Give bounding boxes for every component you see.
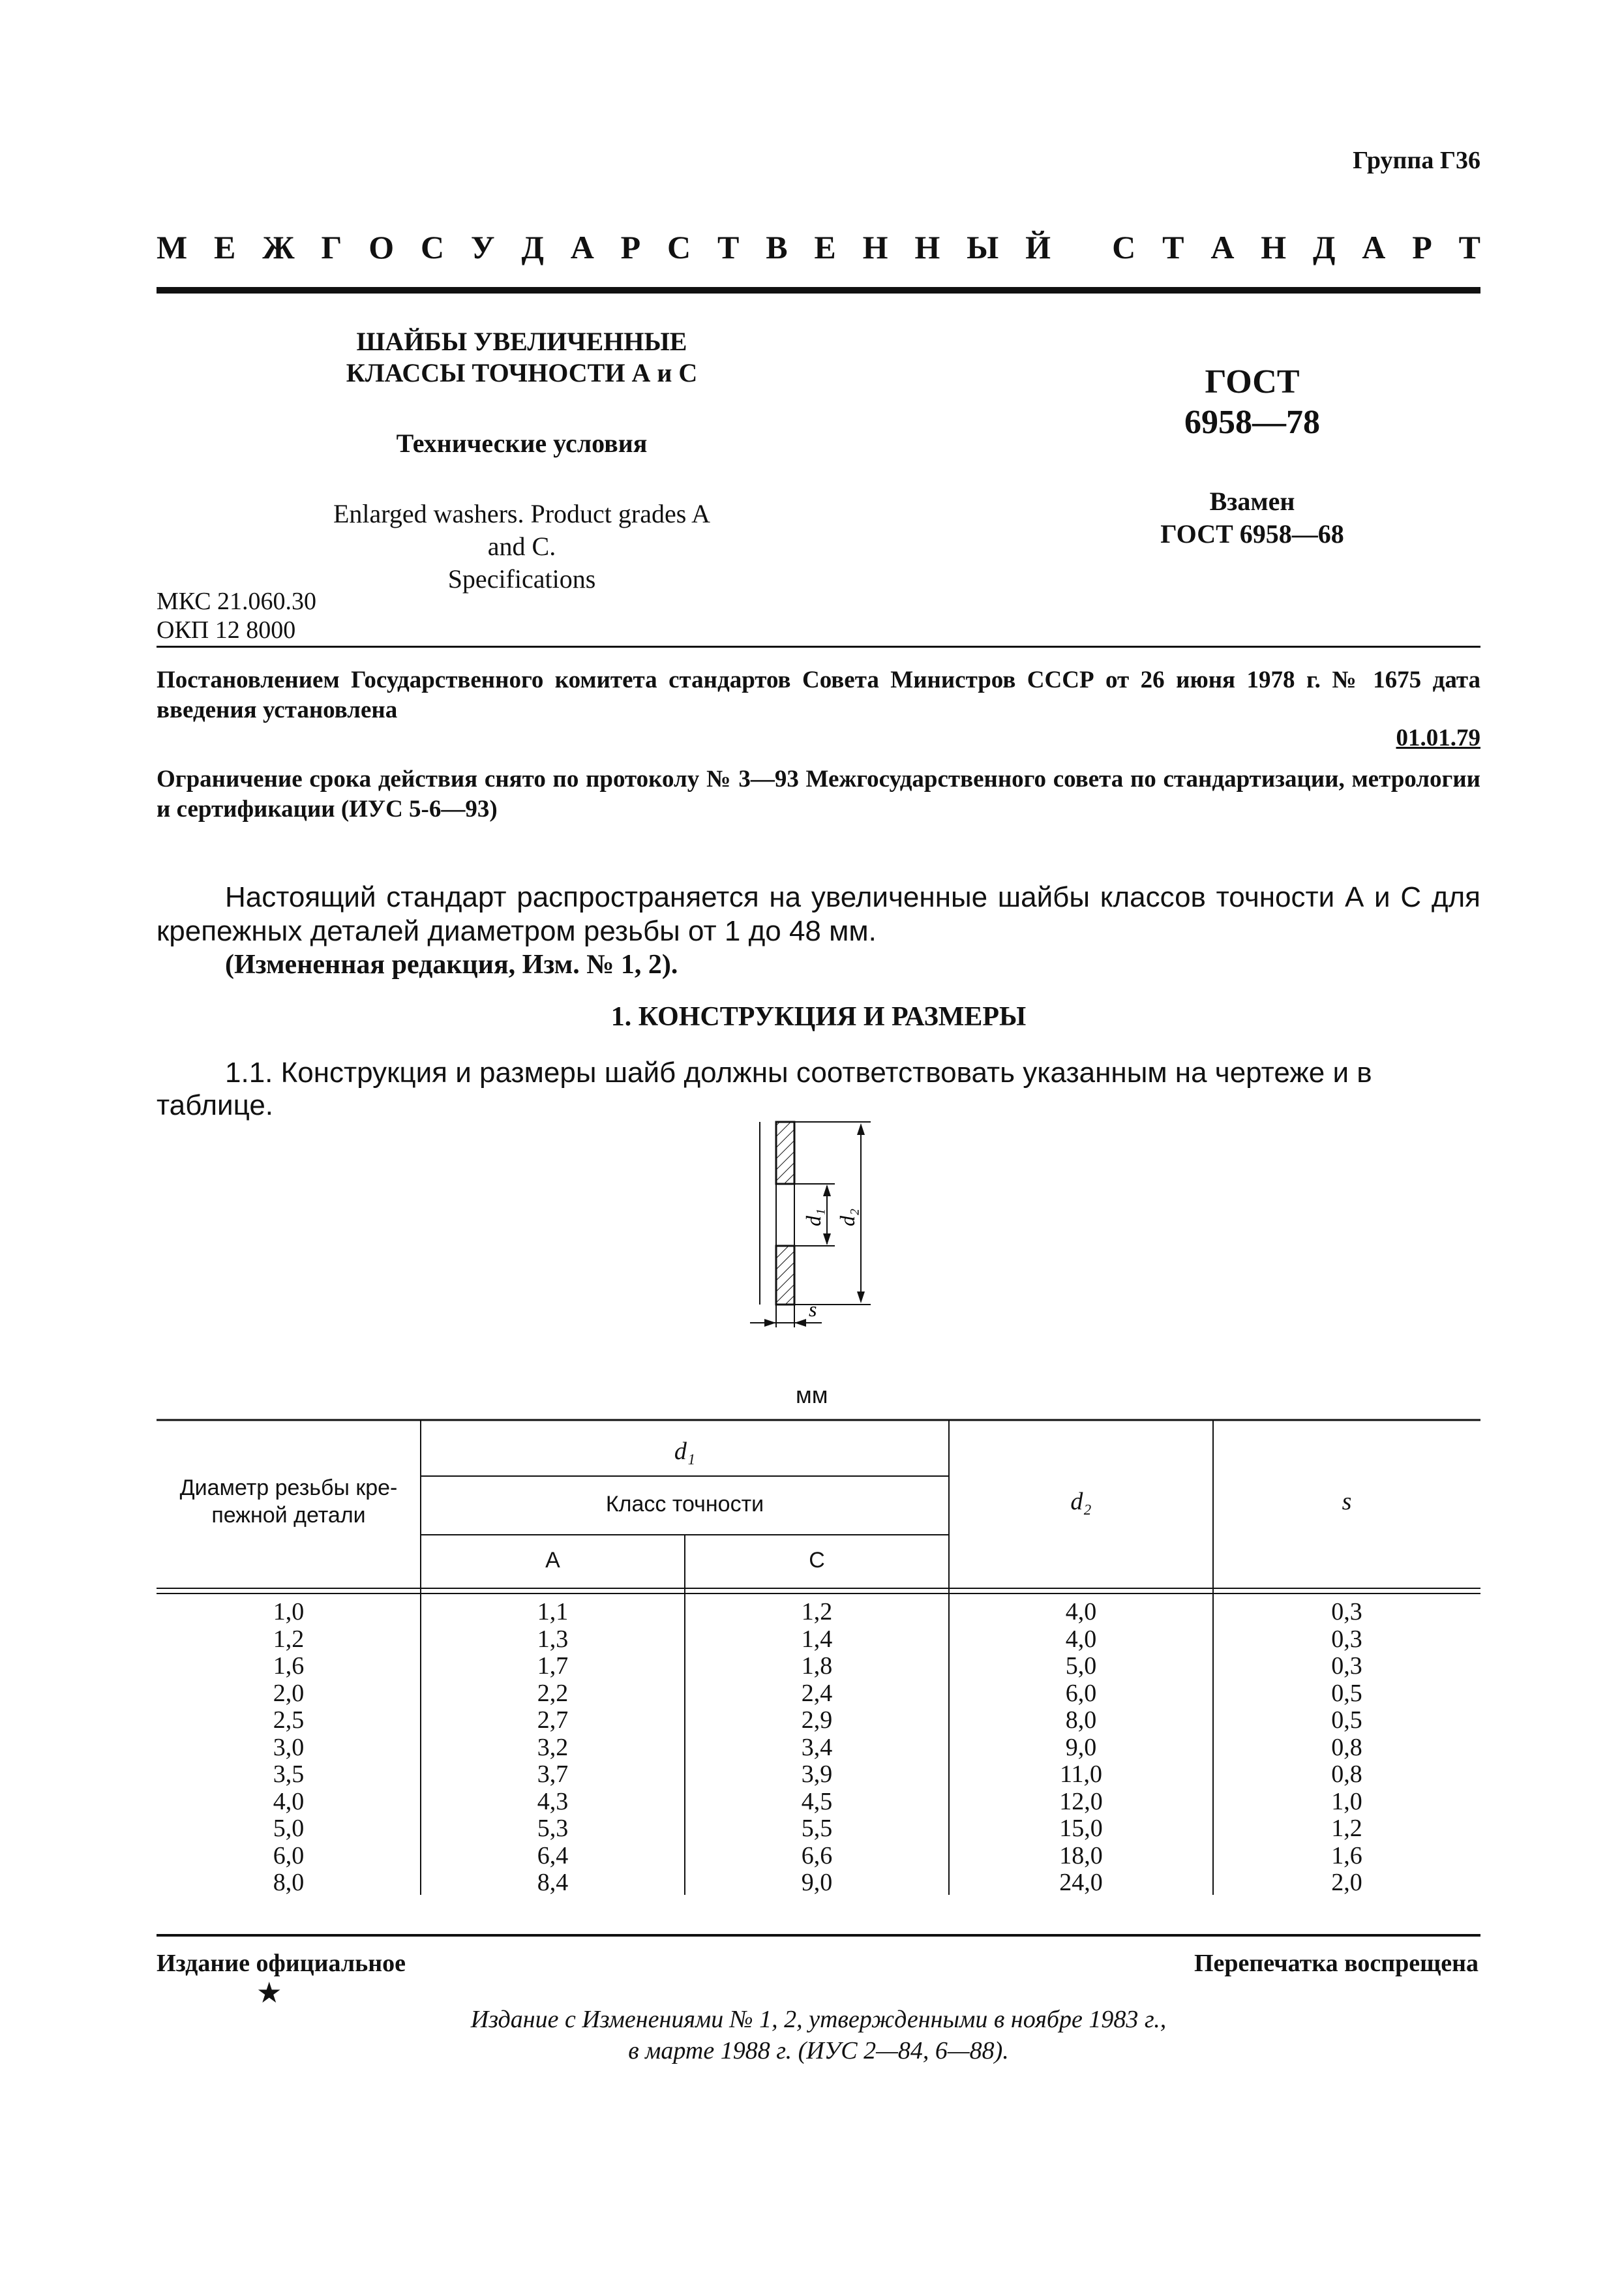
cell-thread: 3,0 xyxy=(273,1733,305,1761)
header-rule xyxy=(157,287,1480,294)
heading-letter: Е xyxy=(214,229,236,265)
heading-letter: А xyxy=(1210,229,1235,265)
title-block xyxy=(320,326,724,596)
cell-d1-c: 3,9 xyxy=(801,1760,833,1788)
cell-d1-a: 3,2 xyxy=(537,1733,569,1761)
d1-label: d₁ xyxy=(802,1208,825,1226)
washer-section xyxy=(760,1122,794,1305)
cell-d2: 24,0 xyxy=(1059,1869,1103,1896)
group-code: Группа Г36 xyxy=(1353,147,1480,174)
english-title-line-1: Enlarged washers. Product grades A and C. xyxy=(333,499,710,561)
limitation-text: Ограничение срока действия снято по протоколу № 3—93 Межгосударственного совета по стандартизации, метрологии и сертификации (ИУС 5-6—93) xyxy=(157,766,1480,823)
cell-d1-a: 6,4 xyxy=(537,1841,569,1869)
heading-letter: Ы xyxy=(967,229,999,265)
heading-letter: С xyxy=(1112,229,1136,265)
header-d1: d₁ xyxy=(674,1438,696,1465)
star-icon: ★ xyxy=(256,1977,282,2009)
amendment-note: (Измененная редакция, Изм. № 1, 2). xyxy=(225,950,678,980)
cell-d2: 11,0 xyxy=(1059,1760,1103,1788)
cell-thread: 8,0 xyxy=(273,1869,305,1896)
cell-thread: 3,5 xyxy=(273,1760,305,1788)
edition-note xyxy=(157,2004,1480,2066)
cell-thread: 5,0 xyxy=(273,1815,305,1842)
paragraph-1-1: 1.1. Конструкция и размеры шайб должны соответствовать указанным на чертеже и в таблице. xyxy=(157,1057,1372,1121)
cell-d1-c: 5,5 xyxy=(801,1815,833,1842)
heading-letter: Н xyxy=(862,229,888,265)
cell-thread: 1,6 xyxy=(273,1652,305,1680)
cell-thread: 2,0 xyxy=(273,1679,305,1707)
heading-letter: Д xyxy=(1313,229,1336,265)
cell-d1-c: 2,9 xyxy=(801,1706,833,1734)
header-d2: d₂ xyxy=(1070,1488,1092,1515)
cell-d1-c: 4,5 xyxy=(801,1787,833,1815)
cell-d2: 9,0 xyxy=(1065,1733,1097,1761)
header-class-a: А xyxy=(545,1548,560,1573)
cell-d1-c: 9,0 xyxy=(801,1869,833,1896)
heading-letter: Г xyxy=(321,229,342,265)
cell-s: 1,2 xyxy=(1331,1815,1362,1842)
footer-rule xyxy=(157,1934,1480,1937)
english-title-line-2: Specifications xyxy=(447,564,596,594)
heading-letter: Т xyxy=(1162,229,1184,265)
reprint-forbidden: Перепечатка воспрещена xyxy=(1194,1950,1479,1977)
cell-s: 0,3 xyxy=(1331,1598,1362,1625)
intro-paragraph: Настоящий стандарт распространяется на увеличенные шайбы классов точности А и С для крепежных деталей диаметром резьбы от 1 до 48 мм. xyxy=(157,881,1480,947)
cell-d1-a: 5,3 xyxy=(537,1815,569,1842)
heading-letter: Н xyxy=(1261,229,1287,265)
introduction-date: 01.01.79 xyxy=(1396,725,1480,751)
heading-letter: С xyxy=(667,229,691,265)
edition-note-line-2: в марте 1988 г. (ИУС 2—84, 6—88). xyxy=(628,2037,1009,2064)
cell-d1-c: 1,2 xyxy=(801,1598,833,1625)
classification-codes xyxy=(157,587,316,644)
gost-number: 6958—78 xyxy=(1184,404,1320,441)
cell-d1-c: 6,6 xyxy=(801,1841,833,1869)
cell-d1-c: 2,4 xyxy=(801,1679,833,1707)
cell-s: 0,8 xyxy=(1331,1760,1362,1788)
cell-s: 1,6 xyxy=(1331,1841,1362,1869)
edition-note-line-1: Издание с Изменениями № 1, 2, утвержденными в ноябре 1983 г., xyxy=(470,2006,1167,2033)
cell-d1-a: 3,7 xyxy=(537,1760,569,1788)
washer-drawing xyxy=(737,1109,880,1331)
replaces-label: Взамен xyxy=(1209,487,1295,516)
header-accuracy-class: Класс точности xyxy=(605,1492,764,1517)
heading-letter: Т xyxy=(1458,229,1480,265)
cell-d1-c: 1,8 xyxy=(801,1652,833,1680)
heading-letter: Т xyxy=(717,229,740,265)
heading-letter: В xyxy=(766,229,788,265)
mks-code: МКС 21.060.30 xyxy=(157,588,317,615)
heading-letter: Н xyxy=(914,229,940,265)
cell-s: 0,3 xyxy=(1331,1625,1362,1653)
decree-rule xyxy=(157,646,1480,648)
cell-d1-c: 3,4 xyxy=(801,1733,833,1761)
s-label: s xyxy=(809,1297,817,1321)
cell-thread: 1,0 xyxy=(273,1598,305,1625)
header-class-c: С xyxy=(809,1548,825,1573)
cell-d1-a: 2,7 xyxy=(537,1706,569,1734)
heading-letter: Р xyxy=(620,229,641,265)
cell-d1-a: 1,3 xyxy=(537,1625,569,1653)
heading-gap xyxy=(1077,228,1086,266)
gost-label: ГОСТ xyxy=(1205,363,1300,400)
english-title xyxy=(320,498,724,596)
cell-s: 2,0 xyxy=(1331,1869,1362,1896)
cell-d2: 4,0 xyxy=(1065,1625,1097,1653)
cell-thread: 4,0 xyxy=(273,1787,305,1815)
cell-d2: 18,0 xyxy=(1059,1841,1103,1869)
cell-d2: 8,0 xyxy=(1065,1706,1097,1734)
cell-d2: 12,0 xyxy=(1059,1787,1103,1815)
dimensions-table xyxy=(157,1419,1480,1895)
heading-letter: Р xyxy=(1412,229,1432,265)
header-s: s xyxy=(1342,1488,1352,1515)
heading-letter: Й xyxy=(1025,229,1051,265)
gost-block xyxy=(1122,362,1383,551)
cell-s: 0,5 xyxy=(1331,1706,1362,1734)
heading-letter: Д xyxy=(521,229,544,265)
header-thread-diameter: Диаметр резьбы кре-пежной детали xyxy=(179,1475,398,1528)
heading-letter: А xyxy=(570,229,594,265)
cell-d1-a: 1,1 xyxy=(537,1598,569,1625)
cell-thread: 2,5 xyxy=(273,1706,305,1734)
section-heading: 1. КОНСТРУКЦИЯ И РАЗМЕРЫ xyxy=(610,1002,1027,1032)
heading-letter: О xyxy=(368,229,395,265)
cell-d1-a: 8,4 xyxy=(537,1869,569,1896)
heading-letter: У xyxy=(470,229,495,265)
subtitle: Технические условия xyxy=(396,429,648,458)
heading-letter: Ж xyxy=(262,229,295,265)
d2-label: d₂ xyxy=(835,1208,859,1226)
cell-d1-c: 1,4 xyxy=(801,1625,833,1653)
cell-s: 0,3 xyxy=(1331,1652,1362,1680)
cell-d2: 5,0 xyxy=(1065,1652,1097,1680)
cell-d1-a: 4,3 xyxy=(537,1787,569,1815)
cell-d2: 15,0 xyxy=(1059,1815,1103,1842)
replaces-gost: ГОСТ 6958—68 xyxy=(1160,519,1344,549)
cell-s: 0,8 xyxy=(1331,1733,1362,1761)
official-edition: Издание официальное xyxy=(157,1950,406,1977)
decree-text: Постановлением Государственного комитета стандартов Совета Министров СССР от 26 июня 1978 г. № 1675 дата введения установлена xyxy=(157,667,1480,723)
heading-letter: А xyxy=(1362,229,1386,265)
title-line-2: КЛАССЫ ТОЧНОСТИ А и С xyxy=(346,358,698,387)
cell-s: 1,0 xyxy=(1331,1787,1362,1815)
title-line-1: ШАЙБЫ УВЕЛИЧЕННЫЕ xyxy=(356,327,687,356)
cell-d1-a: 1,7 xyxy=(537,1652,569,1680)
standard-type-heading xyxy=(157,228,1480,266)
cell-d2: 4,0 xyxy=(1065,1598,1097,1625)
cell-d2: 6,0 xyxy=(1065,1679,1097,1707)
heading-letter: Е xyxy=(814,229,836,265)
cell-thread: 6,0 xyxy=(273,1841,305,1869)
heading-letter: С xyxy=(420,229,445,265)
cell-s: 0,5 xyxy=(1331,1679,1362,1707)
heading-letter: М xyxy=(157,229,188,265)
okp-code: ОКП 12 8000 xyxy=(157,616,296,644)
cell-thread: 1,2 xyxy=(273,1625,305,1653)
unit-label: мм xyxy=(796,1382,828,1408)
cell-d1-a: 2,2 xyxy=(537,1679,569,1707)
